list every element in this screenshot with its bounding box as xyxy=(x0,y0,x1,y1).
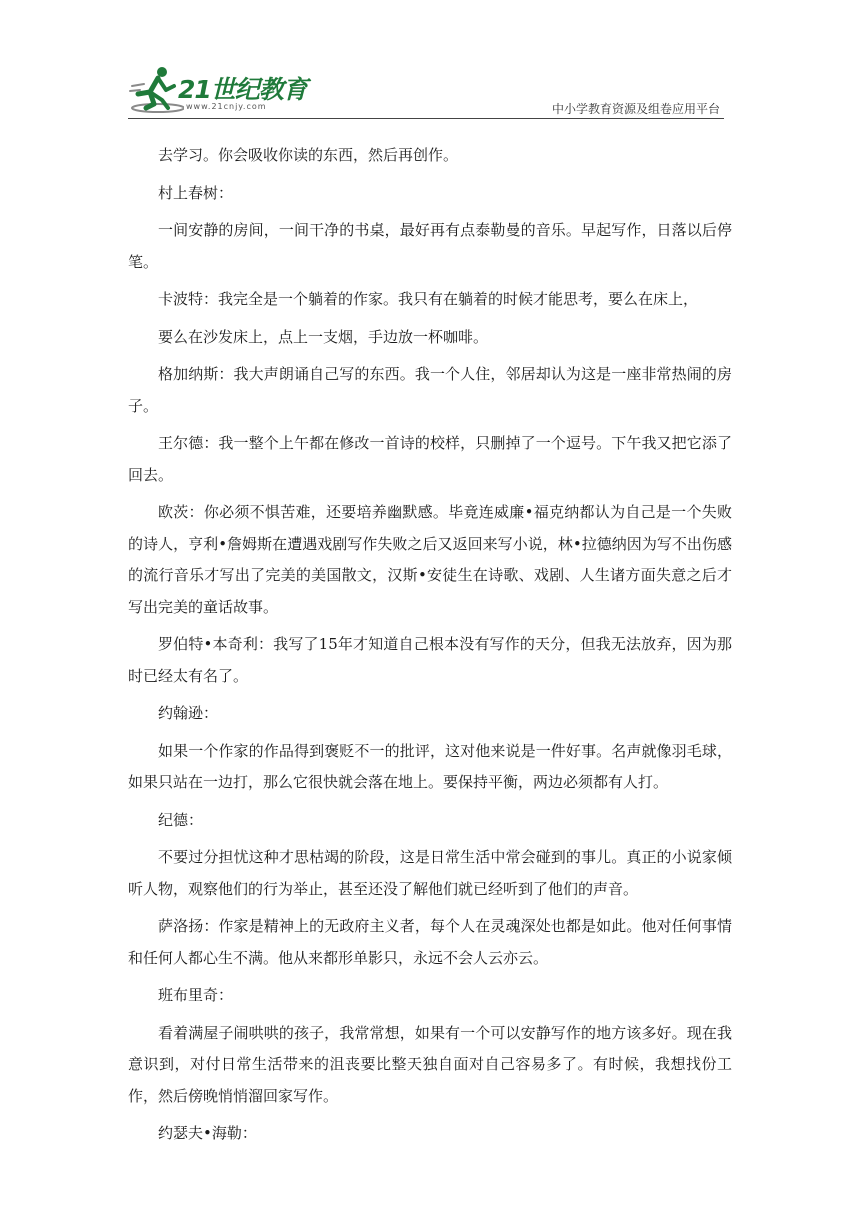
logo-url: www.21cnjy.com xyxy=(186,102,267,111)
paragraph: 萨洛扬：作家是精神上的无政府主义者，每个人在灵魂深处也都是如此。他对任何事情和任何人都心生不满。他从来都形单影只，永远不会人云亦云。 xyxy=(128,917,732,967)
paragraph: 约翰逊： xyxy=(158,704,219,722)
document-body xyxy=(128,140,732,1150)
paragraph: 去学习。你会吸收你读的东西，然后再创作。 xyxy=(158,146,459,164)
paragraph: 一间安静的房间，一间干净的书桌，最好再有点泰勒曼的音乐。早起写作，日落以后停笔。 xyxy=(128,221,732,271)
paragraph: 王尔德：我一整个上午都在修改一首诗的校样，只删掉了一个逗号。下午我又把它添了回去。 xyxy=(128,434,732,484)
paragraph: 约瑟夫•海勒： xyxy=(158,1124,257,1142)
paragraph: 看着满屋子闹哄哄的孩子，我常常想，如果有一个可以安静写作的地方该多好。现在我意识到，对付日常生活带来的沮丧要比整天独自面对自己容易多了。有时候，我想找份工作，然后傍晚悄悄溜回家写作。 xyxy=(128,1023,732,1105)
paragraph: 纪德： xyxy=(158,810,204,829)
page-header xyxy=(128,64,724,120)
paragraph: 欧茨：你必须不惧苦难，还要培养幽默感。毕竟连威廉•福克纳都认为自己是一个失败的诗人，亨利•詹姆斯在遭遇戏剧写作失败之后又返回来写小说，林•拉德纳因为写不出伤感的流行音乐才写出了完美的美国散文，汉斯•安徒生在诗歌、戏剧、人生诸方面失意之后才写出完美的童话故事。 xyxy=(128,503,732,616)
running-figure-icon xyxy=(128,64,184,116)
paragraph: 如果一个作家的作品得到褒贬不一的批评，这对他来说是一件好事。名声就像羽毛球，如果只站在一边打，那么它很快就会落在地上。要保持平衡，两边必须都有人打。 xyxy=(128,741,732,791)
paragraph: 罗伯特•本奇利：我写了15年才知道自己根本没有写作的天分，但我无法放弃，因为那时已经太有名了。 xyxy=(128,635,732,685)
paragraph: 要么在沙发床上，点上一支烟，手边放一杯咖啡。 xyxy=(158,327,489,346)
paragraph: 格加纳斯：我大声朗诵自己写的东西。我一个人住，邻居却认为这是一座非常热闹的房子。 xyxy=(128,365,732,415)
paragraph: 卡波特：我完全是一个躺着的作家。我只有在躺着的时候才能思考，要么在床上， xyxy=(158,290,699,308)
logo-text: 21世纪教育 xyxy=(178,75,307,104)
logo xyxy=(128,64,307,116)
paragraph: 班布里奇： xyxy=(158,986,234,1004)
paragraph: 村上春树： xyxy=(158,183,234,202)
paragraph: 不要过分担忧这种才思枯竭的阶段，这是日常生活中常会碰到的事儿。真正的小说家倾听人物，观察他们的行为举止，甚至还没了解他们就已经听到了他们的声音。 xyxy=(128,848,732,898)
header-platform-name: 中小学教育资源及组卷应用平台 xyxy=(551,102,720,116)
header-divider xyxy=(128,118,724,119)
